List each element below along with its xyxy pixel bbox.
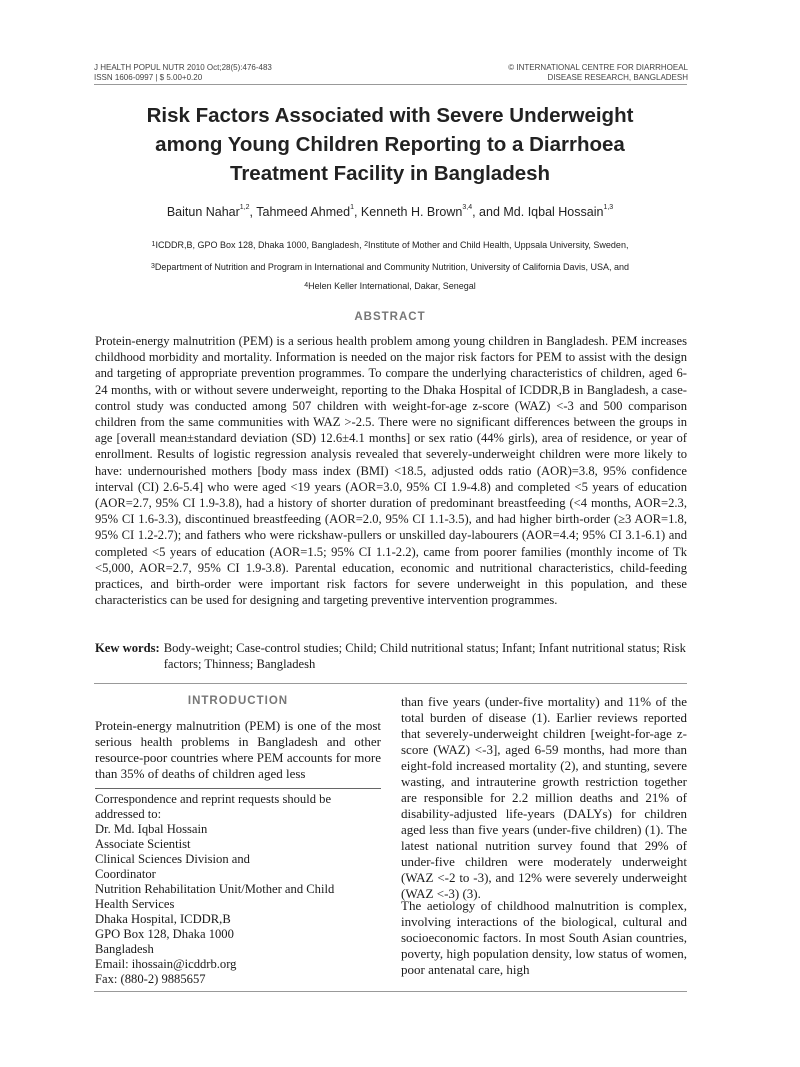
abstract-heading: ABSTRACT [354,311,426,323]
publisher-line-1: © INTERNATIONAL CENTRE FOR DIARRHOEAL [508,63,688,72]
header-divider [94,84,687,85]
affiliation-text: Department of Nutrition and Program in International and Community Nutrition, University of California Davis, USA, and [154,262,630,272]
author-affil-mark: 1,2 [239,204,250,211]
abstract-body: Protein-energy malnutrition (PEM) is a serious health problem among young children in Bangladesh. PEM increases childhood morbidity and mortality. Information is needed on the major risk factors for PEM to assist with the design and targeting of appropriate prevention programmes. To compare the underlying characteristics of children, aged 6-24 months, with or without severe underweight, reporting to the Dhaka Hospital of ICDDR,B in Bangladesh, a case-control study was conducted among 507 children with weight-for-age z-score (WAZ) <-3 and 500 comparison children from the same communities with WAZ >-2.5. There were no significant differences between the groups in age [overall mean±standard deviation (SD) 12.6±4.1 months] or sex ratio (44% girls), area of residence, or year of enrollment. Results of logistic regression analysis revealed that severely-underweight children were more likely to have: undernourished mothers [body mass index (BMI) <18.5, adjusted odds ratio (AOR)=3.8, 95% confidence interval (CI) 2.6-5.4] who were aged <19 years (AOR=3.0, 95% CI 1.9-4.8) and completed <5 years of education (AOR=2.7, 95% CI 1.9-3.8), had a history of shorter duration of predominant breastfeeding (<4 months, AOR=2.3, 95% CI 1.6-3.3), discontinued breastfeeding (AOR=2.0, 95% CI 1.1-3.5), and had higher birth-order (≥3 AOR=1.8, 95% CI 1.2-2.7); and fathers who were rickshaw-pullers or unskilled day-labourers (AOR=4.4; 95% CI 3.1-6.1) and completed <5 years of education (AOR=1.5; 95% CI 1.1-2.2), came from poorer families (monthly income of Tk <5,000, AOR=2.7, 95% CI 1.9-3.8). Parental education, economic and nutritional characteristics, child-feeding practices, and birth-order were important risk factors for severe underweight in this population, and these characteristics can be used for designing and targeting preventive intervention programmes. [95,334,687,608]
section-divider [94,683,687,684]
author-list [90,205,690,219]
correspondence-line: Nutrition Rehabilitation Unit/Mother and Child [95,882,335,896]
footer-divider [94,991,687,992]
author-affil-mark: 1 [350,204,354,211]
journal-citation-line: J HEALTH POPUL NUTR 2010 Oct;28(5):476-483 [94,63,272,72]
article-title [90,101,690,188]
correspondence-line: Correspondence and reprint requests should be [95,792,332,806]
title-line: among Young Children Reporting to a Diarrhoea [155,133,625,156]
affil-mark: 1 [151,241,156,248]
affiliation-text: Helen Keller International, Dakar, Senegal [308,281,476,291]
affiliation-line [90,281,690,292]
keywords-label: Kew words: [95,641,160,655]
correspondence-line: Health Services [95,897,175,911]
affil-mark: 3 [150,263,155,270]
publisher-line-2: DISEASE RESEARCH, BANGLADESH [547,73,688,82]
correspondence-line: Dhaka Hospital, ICDDR,B [95,912,231,926]
correspondence-line: Coordinator [95,867,156,881]
footnote-divider [95,788,381,789]
correspondence-line: Bangladesh [95,942,154,956]
author-affil-mark: 1,3 [603,204,614,211]
correspondence-line: Dr. Md. Iqbal Hossain [95,822,208,836]
correspondence-line: addressed to: [95,807,162,821]
author-name: , and Md. Iqbal Hossain [472,205,604,219]
journal-citation [94,63,272,83]
affiliation-line [90,240,690,251]
correspondence-line: GPO Box 128, Dhaka 1000 [95,927,234,941]
keywords [95,640,687,672]
issn-line: ISSN 1606-0997 | $ 5.00+0.20 [94,73,203,82]
intro-paragraph-left: Protein-energy malnutrition (PEM) is one of the most serious health problems in Bangladesh and other resource-poor countries where PEM accounts for more than 35% of deaths of children aged less [95,718,381,781]
affiliation-text: ICDDR,B, GPO Box 128, Dhaka 1000, Bangladesh, [155,240,365,250]
keywords-text: Body-weight; Case-control studies; Child; Child nutritional status; Infant; Infant nutritional status; Risk factors; Thinness; Bangladesh [163,641,686,671]
correspondence-footnote [95,792,381,987]
correspondence-line: Associate Scientist [95,837,191,851]
correspondence-email: Email: ihossain@icddrb.org [95,957,237,971]
affiliation-line [90,262,690,273]
intro-paragraph-right-2: The aetiology of childhood malnutrition is complex, involving interactions of the biological, cultural and socioeconomic factors. In most South Asian countries, poverty, high population density, low status of women, poor antenatal care, high [401,898,687,977]
introduction-heading: INTRODUCTION [187,695,289,707]
affil-mark: 2 [364,241,368,248]
author-name: Baitun Nahar [166,205,240,219]
correspondence-line: Clinical Sciences Division and [95,852,250,866]
correspondence-line: Fax: (880-2) 9885657 [95,972,206,986]
publisher-line [508,63,688,83]
intro-paragraph-right: than five years (under-five mortality) and 11% of the total burden of disease (1). Earlier reviews reported that severely-underweight children [weight-for-age z-score (WAZ) <-3], aged 6-59 months, had more than eight-fold increased mortality (2), and stunting, severe wasting, and intrauterine growth restriction together are responsible for 2.2 million deaths and 21% of disability-adjusted life-years (DALYs) for children aged less than five years (under-five children) (1). The latest national nutrition survey found that 29% of under-five children were moderately underweight (WAZ <-2 to -3), and 12% were severely underweight (WAZ <-3) (3). [401,694,687,901]
author-affil-mark: 3,4 [462,204,473,211]
author-name: , Tahmeed Ahmed [249,205,351,219]
title-line: Risk Factors Associated with Severe Underweight [146,104,634,127]
affiliation-text: Institute of Mother and Child Health, Uppsala University, Sweden, [367,240,629,250]
title-line: Treatment Facility in Bangladesh [229,162,551,185]
affil-mark: 4 [304,282,309,289]
author-name: , Kenneth H. Brown [353,205,463,219]
